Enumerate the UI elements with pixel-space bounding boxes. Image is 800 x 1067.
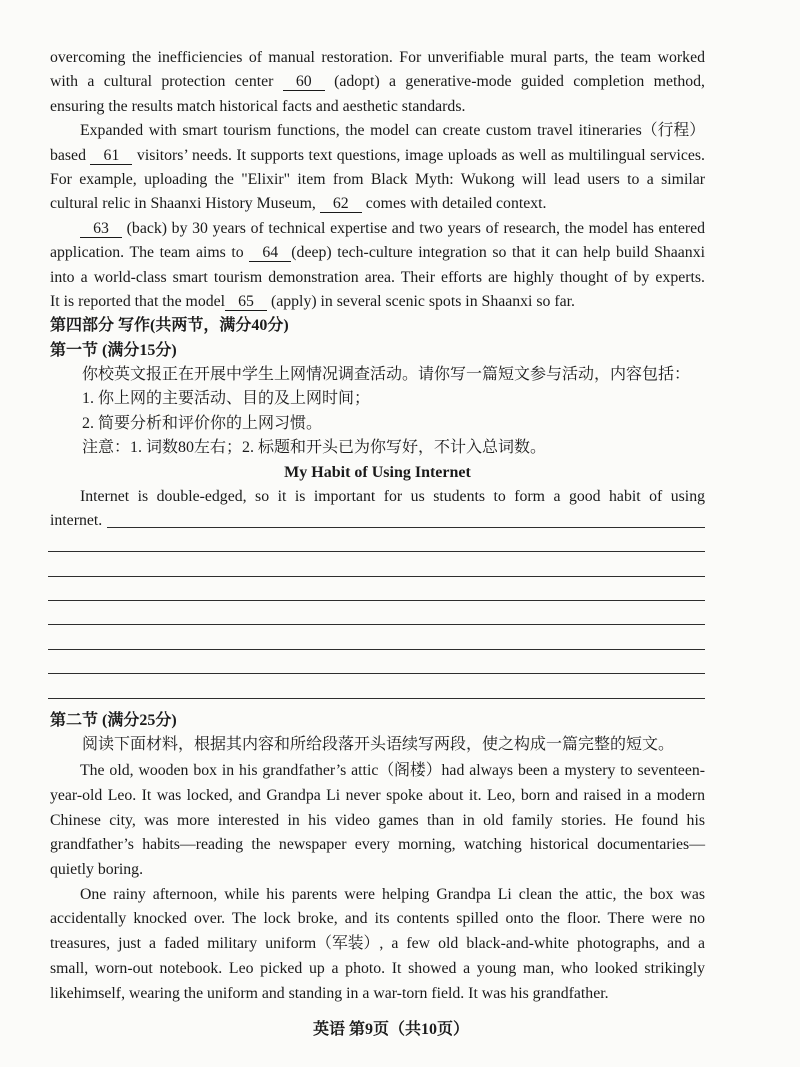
story-paragraph-1 [50,759,705,882]
story-line: Chinese city, was more interested in his video games than in old family stories. He found his [50,811,705,829]
section-1-heading: 第一节 (满分15分) [50,341,177,359]
prompt-point-1: 1. 你上网的主要活动、目的及上网时间； [82,390,371,408]
answer-line [50,558,705,582]
blank-63: 63 [80,221,122,238]
cloze-line-4 [50,119,705,143]
essay-opening-end [50,509,705,533]
blank-60: 60 [283,74,325,91]
cloze-line-1 [50,46,705,70]
prompt-point-2: 2. 简要分析和评价你的上网习惯。 [82,414,323,432]
cloze-line-3 [50,95,705,119]
cloze-text: ensuring the results match historical facts and aesthetic standards. [50,97,466,115]
story-line: likehimself, wearing the uniform and standing in a war-torn field. It was his grandfather. [50,984,609,1002]
story-paragraph-2 [50,883,705,1006]
cloze-text: Expanded with smart tourism functions, the model can create custom travel itineraries（行程） [80,122,705,140]
story-line: year-old Leo. It was locked, and Grandpa Li never spoke about it. Leo, born and raised in a modern [50,787,705,805]
cloze-text: based [50,146,91,164]
section-2-heading: 第二节 (满分25分) [50,711,177,729]
blank-65: 65 [225,294,267,311]
cloze-text: with a cultural protection center [50,73,283,91]
cloze-line-10 [50,266,705,290]
cloze-text: visitors’ needs. It supports text questions, image uploads as well as multilingual services. [132,146,706,164]
story-line: grandfather’s habits—reading the newspaper every morning, watching historical documentaries— [50,836,705,854]
story-line: One rainy afternoon, while his parents were helping Grandpa Li clean the attic, the box was [80,885,705,903]
cloze-text: comes with detailed context. [361,195,547,213]
cloze-line-6 [50,168,705,192]
blank-64: 64 [249,245,291,262]
cloze-line-11 [50,290,705,314]
cloze-text: (adopt) a generative-mode guided completion method, [324,73,706,91]
cloze-text: application. The team aims to [50,244,250,262]
cloze-text: It is reported that the model [50,292,226,310]
blank-62: 62 [320,196,362,213]
story-line: quietly boring. [50,861,144,879]
section-1-prompt: 你校英文报正在开展中学生上网情况调查活动。请你写一篇短文参与活动，内容包括： [82,366,691,384]
blank-61: 61 [90,148,132,165]
cloze-passage [50,46,705,314]
answer-line [50,534,705,558]
page-content [50,46,705,1006]
page-number-footer: 英语 第9页（共10页） [312,1021,469,1038]
prompt-note: 注意：1. 词数80左右；2. 标题和开头已为你写好，不计入总词数。 [82,439,547,457]
story-line: accidentally knocked over. The lock broke, and its contents spilled onto the floor. There were no [50,910,705,928]
answer-line [50,583,705,607]
story-text [50,759,705,1006]
essay-opening-line [50,485,705,509]
cloze-text: overcoming the inefficiencies of manual restoration. For unverifiable mural parts, the team worked [50,49,705,66]
cloze-line-7 [50,192,705,216]
essay-opening-text: Internet is double-edged, so it is important for us students to form a good habit of using [80,488,705,506]
essay-opening-text: internet. [50,512,103,530]
cloze-text: (deep) tech-culture integration so that it can help build Shaanxi [291,244,705,262]
story-line: treasures, just a faded military uniform（军装）, a few old black-and-white photographs, and a [50,935,705,953]
answer-line [50,680,705,704]
cloze-text: (back) by 30 years of technical expertise and two years of research, the model has entered [122,219,705,237]
cloze-text: For example, uploading the "Elixir" item from Black Myth: Wukong will lead users to a similar [50,170,705,188]
cloze-line-8 [50,217,705,241]
cloze-text: (apply) in several scenic spots in Shaanxi so far. [267,292,575,310]
answer-line [50,656,705,680]
part-heading: 第四部分 写作(共两节，满分40分) [50,317,289,335]
opening-answer-line [107,509,705,528]
writing-section [50,314,705,1006]
cloze-line-9 [50,241,705,265]
cloze-text: cultural relic in Shaanxi History Museum, [50,195,320,213]
cloze-line-2 [50,70,705,94]
story-line: small, worn-out notebook. Leo picked up a photo. It showed a young man, who looked strikingly [50,959,705,977]
answer-line [50,607,705,631]
cloze-line-5 [50,144,705,168]
section-2-prompt: 阅读下面材料，根据其内容和所给段落开头语续写两段，使之构成一篇完整的短文。 [82,735,675,753]
essay-title: My Habit of Using Internet [284,463,471,481]
cloze-text: into a world-class smart tourism demonstration area. Their efforts are highly thought of by experts. [50,268,705,286]
story-line: The old, wooden box in his grandfather’s attic（阁楼）had always been a mystery to seventeen- [80,762,705,780]
answer-line [50,631,705,655]
